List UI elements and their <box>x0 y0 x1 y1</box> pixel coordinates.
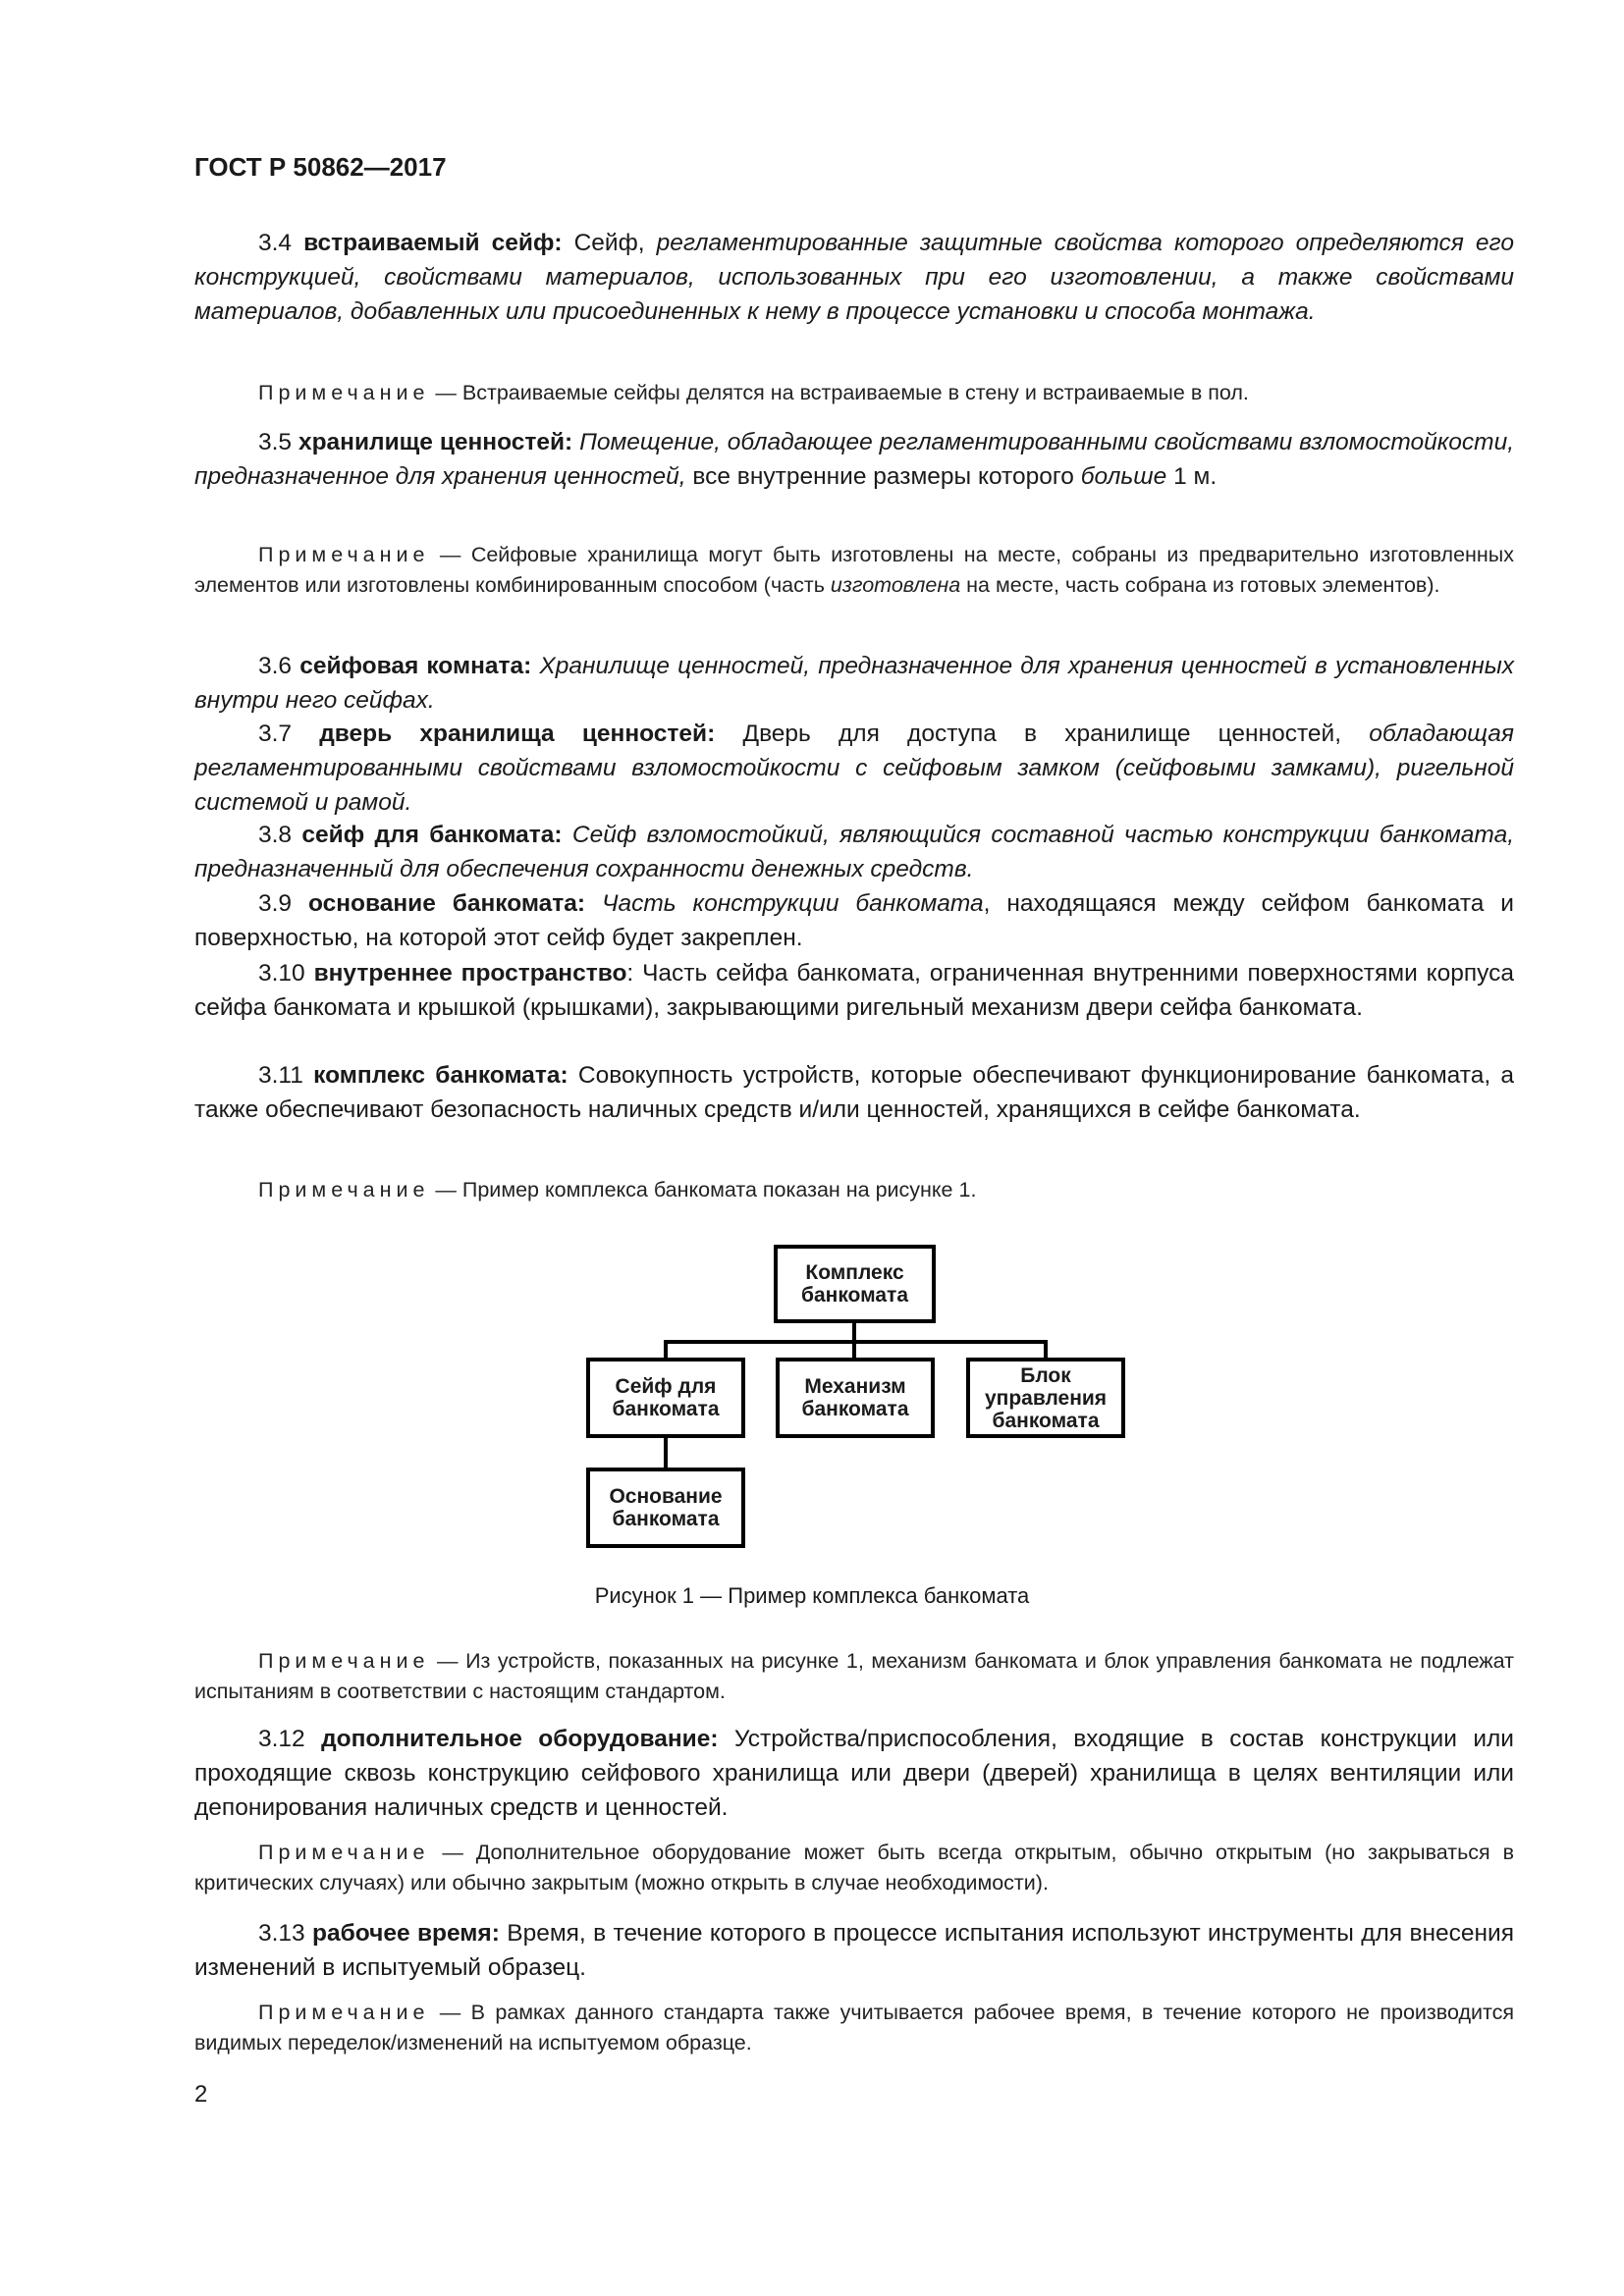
note-3-11 <box>194 1175 1514 1205</box>
text-run: — Пример комплекса банкомата показан на рисунке 1. <box>429 1178 977 1201</box>
term-3-11 <box>194 1058 1514 1127</box>
term-3-6 <box>194 649 1514 718</box>
box-control: Блок управления банкомата <box>966 1358 1125 1438</box>
text-run: , находящаяся между сейфом банкомата и поверхностью, на которой этот сейф будет закреплен. <box>194 890 1514 951</box>
italic-text: Часть конструкции банкомата <box>585 890 984 917</box>
text-run: 3.6 <box>258 653 300 679</box>
connector-line <box>664 1340 1047 1344</box>
text-run: : Часть сейфа банкомата, ограниченная внутренними поверхностями корпуса сейфа банкомата и крышкой (крышками), закрывающими ригельный механизм двери сейфа банкомата. <box>194 960 1515 1021</box>
note-label: Примечание <box>258 1649 430 1673</box>
note-3-5 <box>194 540 1514 601</box>
text-run: 1 м. <box>1166 463 1218 490</box>
term-label: рабочее время: <box>312 1920 500 1947</box>
term-3-13 <box>194 1916 1514 1985</box>
text-run: Сейф, <box>562 230 657 256</box>
text-run: — Сейфовые хранилища могут быть изготовлены на месте, собраны из предварительно изготовленных элементов или изготовлены комбинированным способом (часть <box>194 543 1514 597</box>
text-run: Устройства/приспособления, входящие в состав конструкции или проходящие сквозь конструкцию сейфового хранилища или двери (дверей) хранилища в целях вентиляции или депонирования наличных средств и ценностей. <box>194 1726 1514 1821</box>
box-base: Основание банкомата <box>586 1468 745 1548</box>
text-run: на месте, часть собрана из готовых элементов). <box>960 573 1440 597</box>
term-3-10 <box>194 956 1514 1025</box>
note-label: Примечание <box>258 381 430 404</box>
italic-text: Сейф взломостойкий, являющийся составной частью конструкции банкомата, предназначенный для обеспечения сохранности денежных средств. <box>194 822 1514 882</box>
term-label: основание банкомата: <box>307 890 586 917</box>
italic-text: изготовлена <box>830 573 961 597</box>
italic-text: обладающая регламентированными свойствами взломостойкости с сейфовым замком (сейфовыми замками), ригельной системой и рамой. <box>194 721 1514 816</box>
text-run: 3.13 <box>258 1920 313 1947</box>
text-run: 3.10 <box>258 960 314 987</box>
text-run: — Дополнительное оборудование может быть всегда открытым, обычно открытым (но закрываться в критических случаях) или обычно закрытым (можно открыть в случае необходимости). <box>194 1841 1514 1895</box>
term-label: внутреннее пространство <box>313 960 627 987</box>
text-run: Дверь для доступа в хранилище ценностей, <box>715 721 1370 747</box>
text-run: 3.9 <box>258 890 308 917</box>
note-label: Примечание <box>258 1178 430 1201</box>
note-3-4 <box>194 378 1514 408</box>
note-label: Примечание <box>258 2001 430 2024</box>
text-run: 3.5 <box>258 429 298 455</box>
document-header: ГОСТ Р 50862—2017 <box>194 152 447 182</box>
figure-caption: Рисунок 1 — Пример комплекса банкомата <box>594 1583 1030 1608</box>
note-3-13 <box>194 1998 1514 2058</box>
note-label: Примечание <box>258 1841 430 1864</box>
note-3-12 <box>194 1838 1514 1898</box>
text-run: 3.8 <box>258 822 302 848</box>
box-root: Комплекс банкомата <box>774 1245 936 1323</box>
box-safe: Сейф для банкомата <box>586 1358 745 1438</box>
note-label: Примечание <box>258 543 430 566</box>
italic-text: регламентированные защитные свойства которого определяются его конструкцией, свойствами материалов, использованных при его изготовлении, а также свойствами материалов, добавленных или присоединенных к нему в процессе установки и способа монтажа. <box>194 230 1514 325</box>
term-label: хранилище ценностей: <box>298 429 573 455</box>
term-3-4 <box>194 226 1514 329</box>
text-run: — В рамках данного стандарта также учитывается рабочее время, в течение которого не производится видимых переделок/изменений на испытуемом образце. <box>194 2001 1514 2055</box>
term-3-5 <box>194 425 1514 494</box>
note-figure <box>194 1646 1514 1707</box>
italic-text: Хранилище ценностей, предназначенное для хранения ценностей в установленных внутри него сейфах. <box>194 653 1514 714</box>
text-run: 3.4 <box>258 230 304 256</box>
term-label: дверь хранилища ценностей: <box>319 721 716 747</box>
term-3-8 <box>194 818 1514 886</box>
italic-text: больше <box>1080 463 1167 490</box>
term-label: дополнительное оборудование: <box>321 1726 719 1752</box>
box-mechanism: Механизм банкомата <box>776 1358 935 1438</box>
text-run: 3.7 <box>258 721 320 747</box>
connector-line <box>664 1436 668 1469</box>
text-run: — Встраиваемые сейфы делятся на встраиваемые в стену и встраиваемые в пол. <box>429 381 1249 404</box>
text-run: 3.11 <box>258 1062 314 1089</box>
term-label: сейф для банкомата: <box>301 822 563 848</box>
connector-line <box>664 1340 668 1360</box>
term-3-9 <box>194 886 1514 955</box>
term-3-7 <box>194 717 1514 820</box>
italic-text: Помещение, обладающее регламентированными свойствами взломостойкости, предназначенное для хранения ценностей, <box>194 429 1514 490</box>
text-run: — Из устройств, показанных на рисунке 1, механизм банкомата и блок управления банкомата не подлежат испытаниям в соответствии с настоящим стандартом. <box>194 1649 1514 1703</box>
term-label: встраиваемый сейф: <box>303 230 563 256</box>
text-run: 3.12 <box>258 1726 322 1752</box>
text-run: Время, в течение которого в процессе испытания используют инструменты для внесения изменений в испытуемый образец. <box>194 1920 1514 1981</box>
term-3-12 <box>194 1722 1514 1825</box>
term-label: комплекс банкомата: <box>313 1062 568 1089</box>
text-run: Совокупность устройств, которые обеспечивают функционирование банкомата, а также обеспечивают безопасность наличных средств и/или ценностей, хранящихся в сейфе банкомата. <box>194 1062 1515 1123</box>
connector-line <box>1044 1340 1048 1360</box>
text-run: все внутренние размеры которого <box>685 463 1081 490</box>
term-label: сейфовая комната: <box>299 653 532 679</box>
page-number: 2 <box>194 2081 208 2108</box>
